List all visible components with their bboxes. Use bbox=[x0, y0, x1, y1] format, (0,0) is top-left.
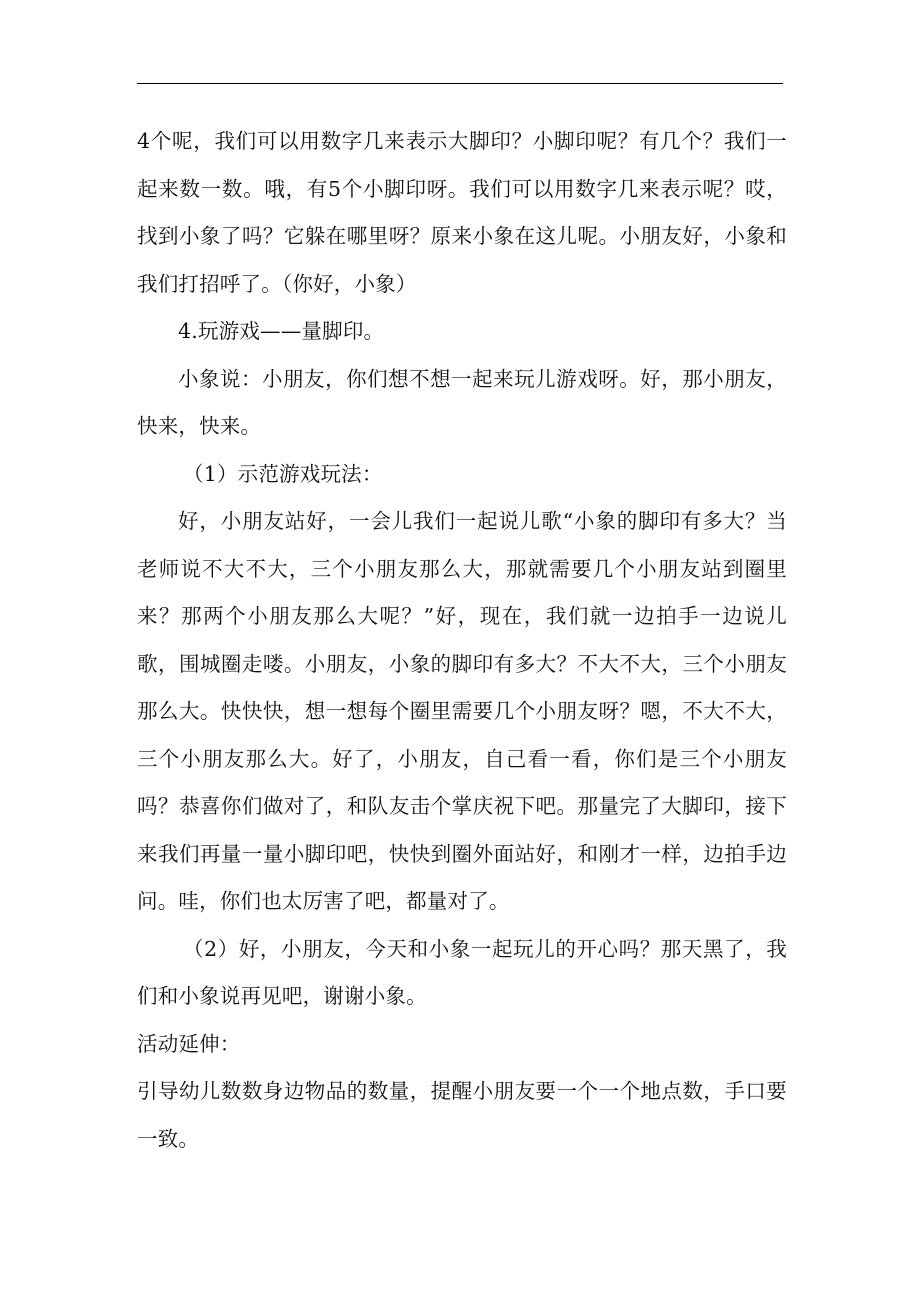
paragraph-extension-guidance: 引导幼儿数数身边物品的数量，提醒小朋友要一个一个地点数，手口要一致。 bbox=[137, 1079, 787, 1151]
heading-activity-extension: 活动延伸： bbox=[137, 1031, 241, 1056]
subheading-demo-rules: （1）示范游戏玩法： bbox=[183, 461, 383, 486]
paragraph-game-instructions: 好，小朋友站好，一会儿我们一起说儿歌“小象的脚印有多大？当老师说不大不大，三个小朋友那么大，那就需要几个小朋友站到圈里来？那两个小朋友那么大呢？”好，现在，我们就一边拍手一边说儿歌，围城圈走喽。小朋友，小象的脚印有多大？不大不大，三个小朋友那么大。快快快，想一想每个圈里需要几个小朋友呀？嗯，不大不大，三个小朋友那么大。好了，小朋友，自己看一看，你们是三个小朋友吗？恭喜你们做对了，和队友击个掌庆祝下吧。那量完了大脚印，接下来我们再量一量小脚印吧，快快到圈外面站好，和刚才一样，边拍手边问。哇，你们也太厉害了吧，都量对了。 bbox=[137, 509, 787, 913]
header-rule bbox=[137, 83, 783, 84]
paragraph-continuation: 4个呢，我们可以用数字几来表示大脚印？小脚印呢？有几个？我们一起来数一数。哦，有5个小脚印呀。我们可以用数字几来表示呢？哎，找到小象了吗？它躲在哪里呀？原来小象在这儿呢。小朋友好，小象和我们打招呼了。（你好，小象） bbox=[137, 129, 787, 296]
section-heading-game: 4.玩游戏——量脚印。 bbox=[178, 319, 385, 343]
document-body bbox=[137, 118, 787, 1163]
paragraph-elephant-says: 小象说：小朋友，你们想不想一起来玩儿游戏呀。好，那小朋友，快来，快来。 bbox=[137, 366, 787, 438]
paragraph-goodbye: （2）好，小朋友，今天和小象一起玩儿的开心吗？那天黑了，我们和小象说再见吧，谢谢小象。 bbox=[137, 936, 787, 1008]
